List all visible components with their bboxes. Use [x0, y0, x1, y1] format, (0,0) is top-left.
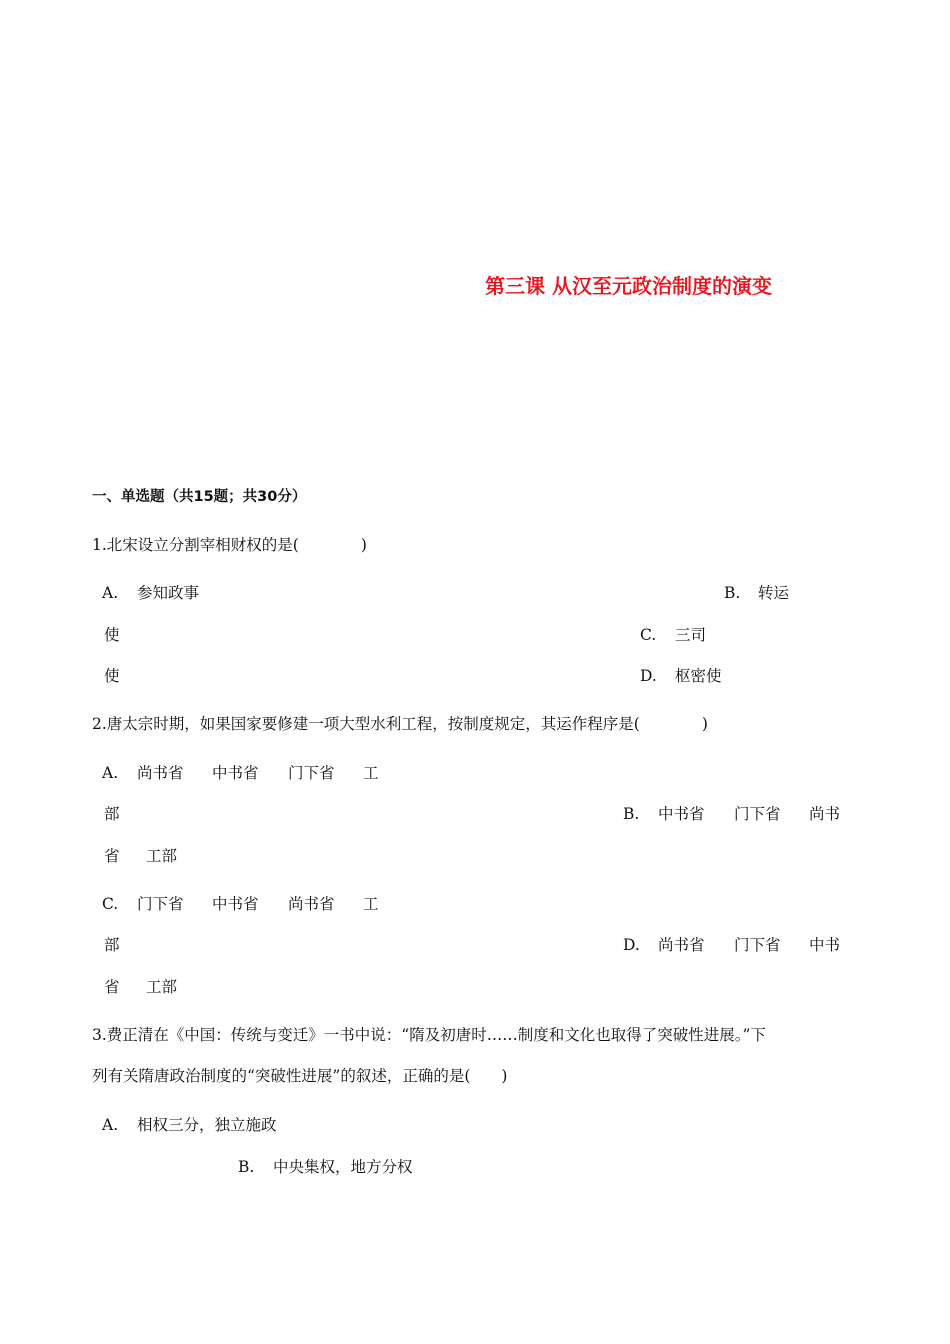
q3-option-b-text: 中央集权，地方分权 — [273, 1158, 413, 1176]
q2-option-d-continuation-2: 工部 — [146, 978, 178, 996]
q2-option-c-continuation: 部 — [104, 936, 120, 954]
q1-option-d-text: 枢密使 — [675, 667, 722, 685]
q2-option-d-step-2: 门下省 — [734, 936, 781, 954]
q1-option-c-continuation: 使 — [104, 667, 120, 685]
q2-option-c-step-3: 尚书省 — [288, 895, 335, 913]
q2-option-c-step-1: 门下省 — [137, 895, 184, 913]
q1-option-c-label: C. — [640, 626, 657, 644]
q1-option-a-label: A. — [102, 584, 119, 602]
q1-option-b-label: B. — [724, 584, 741, 602]
q2-option-d-continuation-1: 省 — [104, 978, 120, 996]
q2-option-a-step-3: 门下省 — [288, 764, 335, 782]
q2-option-d-step-3: 中书 — [809, 936, 841, 954]
q2-option-c-label: C. — [102, 895, 119, 913]
q2-option-b-step-1: 中书省 — [658, 805, 705, 823]
q2-option-d-label: D. — [623, 936, 640, 954]
section-heading: 一、单选题（共15题；共30分） — [92, 489, 307, 505]
q2-option-b-continuation-1: 省 — [104, 847, 120, 865]
q2-option-d-step-1: 尚书省 — [658, 936, 705, 954]
q3-option-b-label: B. — [238, 1158, 255, 1176]
q2-option-a-continuation: 部 — [104, 805, 120, 823]
q2-option-a-step-2: 中书省 — [212, 764, 259, 782]
q1-option-b-continuation: 使 — [104, 626, 120, 644]
q3-option-a-text: 相权三分，独立施政 — [137, 1116, 277, 1134]
question-1-stem: 1.北宋设立分割宰相财权的是( ) — [92, 536, 367, 554]
q3-option-a-label: A. — [102, 1116, 119, 1134]
q2-option-a-step-1: 尚书省 — [137, 764, 184, 782]
q2-option-c-step-4: 工 — [363, 895, 379, 913]
question-3-stem-line-1: 3.费正清在《中国：传统与变迁》一书中说：“隋及初唐时……制度和文化也取得了突破性进展。”下 — [92, 1026, 766, 1044]
q1-option-b-text: 转运 — [758, 584, 790, 602]
q2-option-b-continuation-2: 工部 — [146, 847, 178, 865]
q2-option-b-step-3: 尚书 — [809, 805, 841, 823]
q2-option-b-label: B. — [623, 805, 640, 823]
question-3-stem-line-2: 列有关隋唐政治制度的“突破性进展”的叙述，正确的是( ) — [92, 1067, 508, 1085]
question-2-stem: 2.唐太宗时期，如果国家要修建一项大型水利工程，按制度规定，其运作程序是( ) — [92, 715, 708, 733]
q1-option-c-text: 三司 — [675, 626, 707, 644]
lesson-title: 第三课 从汉至元政治制度的演变 — [485, 274, 772, 298]
q2-option-c-step-2: 中书省 — [212, 895, 259, 913]
q2-option-a-step-4: 工 — [363, 764, 379, 782]
q2-option-a-label: A. — [102, 764, 119, 782]
q1-option-a-text: 参知政事 — [137, 584, 200, 602]
q2-option-b-step-2: 门下省 — [734, 805, 781, 823]
q1-option-d-label: D. — [640, 667, 657, 685]
